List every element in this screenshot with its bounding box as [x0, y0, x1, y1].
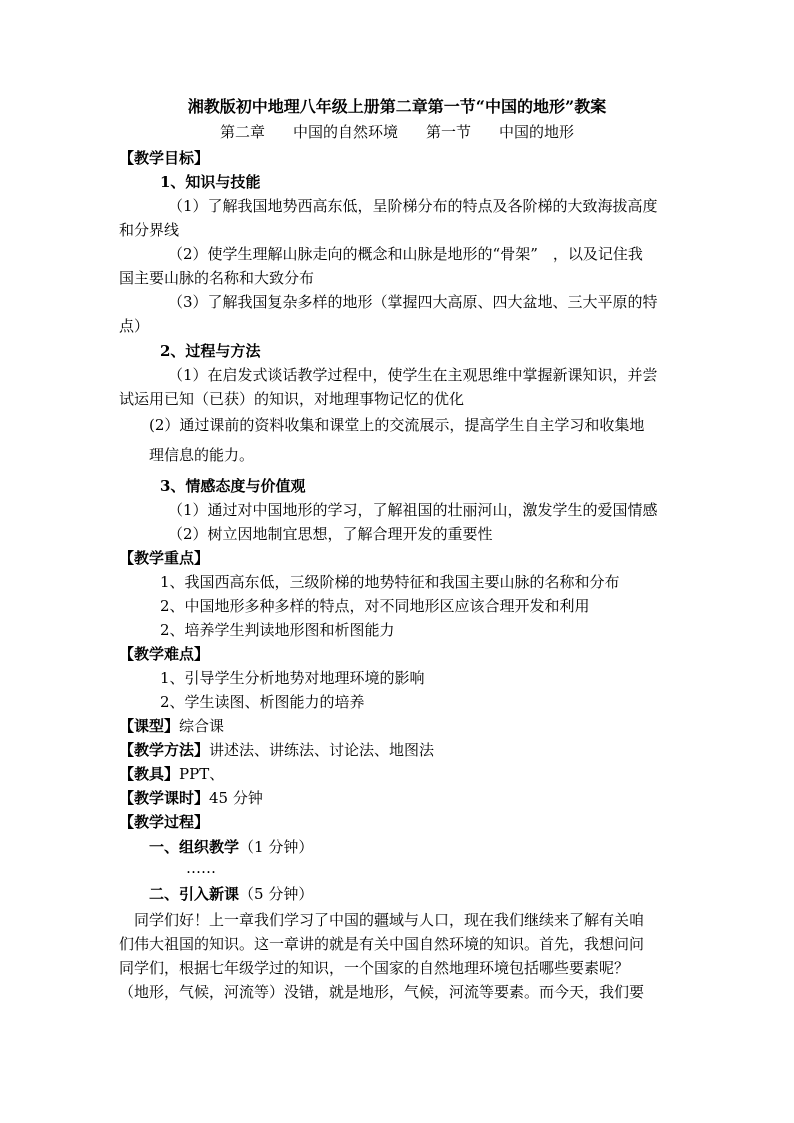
teaching-method-value: 讲述法、讲练法、讨论法、地图法 — [209, 741, 435, 759]
emotion-item-2: （2）树立因地制宜思想，了解合理开发的重要性 — [168, 525, 493, 543]
difficult-point-2: 2、学生读图、析图能力的培养 — [160, 693, 365, 711]
lesson-type-label: 【课型】 — [119, 717, 180, 735]
knowledge-item-1-line-2: 和分界线 — [119, 221, 180, 239]
step-1-time: （1 分钟） — [239, 838, 314, 856]
knowledge-item-3-line-2: 点） — [119, 317, 150, 335]
intro-paragraph-line-1: 同学们好！上一章我们学习了中国的疆域与人口，现在我们继续来了解有关咱 — [119, 911, 645, 929]
section-name: 中国的地形 — [499, 123, 575, 141]
intro-paragraph-line-4: （地形，气候，河流等）没错，就是地形，气候，河流等要素。而今天，我们要 — [119, 983, 645, 1001]
teaching-method-label: 【教学方法】 — [119, 741, 210, 759]
difficult-point-1: 1、引导学生分析地势对地理环境的影响 — [160, 669, 425, 687]
step-2-time: （5 分钟） — [239, 885, 314, 903]
chapter-number: 第二章 — [219, 123, 265, 141]
process-item-1-line-1: （1）在启发式谈话教学过程中，使学生在主观思维中掌握新课知识，并尝 — [168, 366, 658, 384]
lesson-type — [119, 716, 224, 736]
knowledge-item-3-line-1: （3）了解我国复杂多样的地形（掌握四大高原、四大盆地、三大平原的特 — [168, 293, 658, 311]
teaching-tools-value: PPT、 — [179, 765, 225, 783]
key-points-heading: 【教学重点】 — [119, 549, 210, 567]
knowledge-item-1-line-1: （1）了解我国地势西高东低，呈阶梯分布的特点及各阶梯的大致海拔高度 — [168, 197, 658, 215]
process-item-2-line-2: 理信息的能力。 — [149, 446, 255, 464]
knowledge-item-2-line-2: 国主要山脉的名称和大致分布 — [119, 269, 315, 287]
process-item-2-line-1: (2）通过课前的资料收集和课堂上的交流展示，提高学生自主学习和收集地 — [149, 416, 645, 434]
step-2 — [149, 884, 313, 904]
document-title: 湘教版初中地理八年级上册第二章第一节“中国的地形”教案 — [187, 97, 607, 116]
process-item-1-line-2: 试运用已知（已获）的知识，对地理事物记忆的优化 — [119, 390, 465, 408]
section-number: 第一节 — [426, 123, 472, 141]
teaching-tools-label: 【教具】 — [119, 765, 180, 783]
key-point-3: 2、培养学生判读地形图和析图能力 — [160, 621, 395, 639]
teaching-hours-value: 45 分钟 — [209, 789, 263, 807]
step-1 — [149, 837, 313, 857]
step-1-ellipsis: …… — [186, 859, 216, 877]
emotion-item-1: （1）通过对中国地形的学习，了解祖国的壮丽河山，激发学生的爱国情感 — [168, 501, 658, 519]
document-subtitle — [0, 122, 794, 142]
knowledge-item-2-line-1: （2）使学生理解山脉走向的概念和山脉是地形的“骨架” ，以及记住我 — [168, 245, 643, 263]
key-point-1: 1、我国西高东低，三级阶梯的地势特征和我国主要山脉的名称和分布 — [160, 573, 620, 591]
difficult-points-heading: 【教学难点】 — [119, 645, 210, 663]
intro-paragraph-line-2: 们伟大祖国的知识。这一章讲的就是有关中国自然环境的知识。首先，我想问问 — [119, 935, 645, 953]
goals-heading: 【教学目标】 — [119, 149, 210, 167]
teaching-hours — [119, 788, 263, 808]
teaching-method — [119, 740, 434, 760]
key-point-2: 2、中国地形多种多样的特点，对不同地形区应该合理开发和利用 — [160, 597, 590, 615]
knowledge-skills-heading: 1、知识与技能 — [160, 173, 261, 191]
emotion-value-heading: 3、情感态度与价值观 — [160, 477, 306, 495]
lesson-type-value: 综合课 — [179, 717, 225, 735]
teaching-process-heading: 【教学过程】 — [119, 813, 210, 831]
process-method-heading: 2、过程与方法 — [160, 342, 261, 360]
step-1-title: 一、组织教学 — [149, 838, 240, 856]
intro-paragraph-line-3: 同学们，根据七年级学过的知识，一个国家的自然地理环境包括哪些要素呢？ — [119, 959, 630, 977]
chapter-name: 中国的自然环境 — [292, 123, 398, 141]
step-2-title: 二、引入新课 — [149, 885, 240, 903]
teaching-tools — [119, 764, 224, 784]
teaching-hours-label: 【教学课时】 — [119, 789, 210, 807]
